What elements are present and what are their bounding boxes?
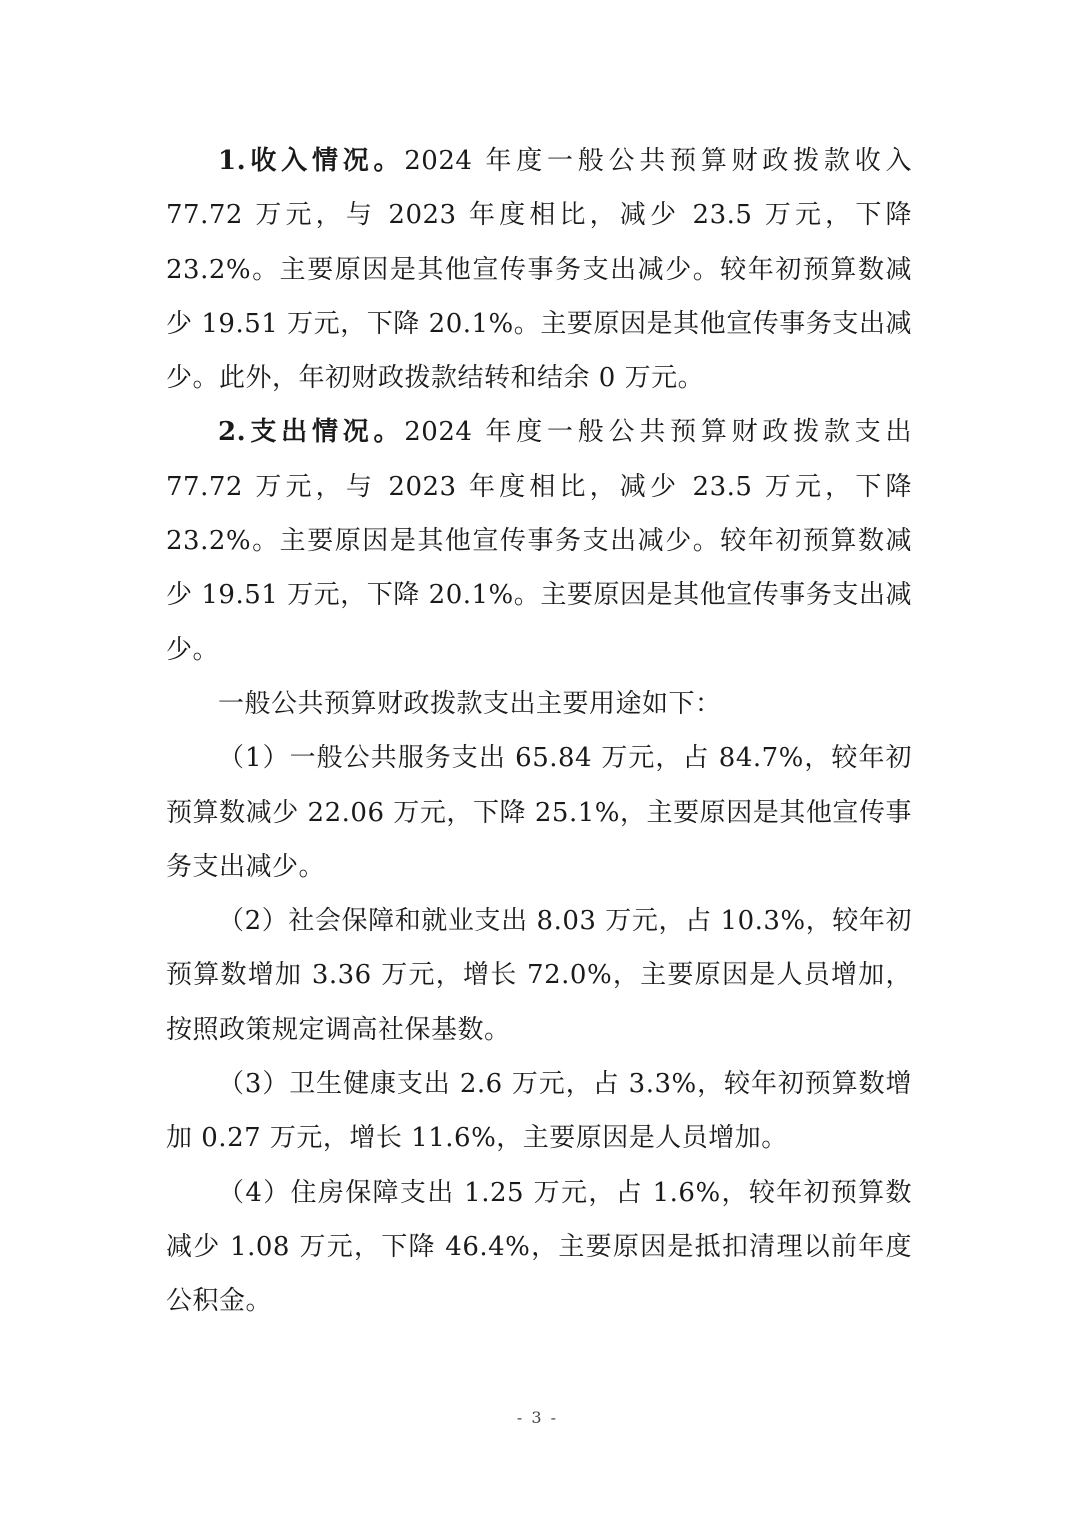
paragraph-item-3-text: （3）卫生健康支出 2.6 万元，占 3.3%，较年初预算数增加 0.27 万元，增长 11.6%，主要原因是人员增加。 (166, 1069, 912, 1154)
paragraph-item-2-text: （2）社会保障和就业支出 8.03 万元，占 10.3%，较年初预算数增加 3.36 万元，增长 72.0%，主要原因是人员增加，按照政策规定调高社保基数。 (166, 906, 912, 1045)
paragraph-income-text: 2024 年度一般公共预算财政拨款收入 77.72 万元，与 2023 年度相比，减少 23.5 万元，下降 23.2%。主要原因是其他宣传事务支出减少。较年初预算数减少 19.51 万元，下降 20.1%。主要原因是其他宣传事务支出减少。此外，年初财政拨款结转和结余 0 万元。 (166, 146, 912, 394)
paragraph-expenditure (166, 405, 912, 676)
paragraph-item-2 (166, 894, 912, 1057)
heading-income: 1.收入情况。 (218, 146, 405, 176)
paragraph-expenditure-text: 2024 年度一般公共预算财政拨款支出 77.72 万元，与 2023 年度相比，减少 23.5 万元，下降 23.2%。主要原因是其他宣传事务支出减少。较年初预算数减少 19.51 万元，下降 20.1%。主要原因是其他宣传事务支出减少。 (166, 417, 912, 665)
paragraph-item-4 (166, 1166, 912, 1329)
paragraph-item-3 (166, 1057, 912, 1166)
paragraph-item-4-text: （4）住房保障支出 1.25 万元，占 1.6%，较年初预算数减少 1.08 万元，下降 46.4%，主要原因是抵扣清理以前年度公积金。 (166, 1177, 912, 1317)
heading-expenditure: 2.支出情况。 (218, 417, 405, 448)
paragraph-usage-intro-text: 一般公共预算财政拨款支出主要用途如下： (218, 688, 722, 719)
paragraph-income (166, 134, 912, 405)
paragraph-item-1 (166, 731, 912, 894)
body-text (166, 134, 912, 1329)
paragraph-item-1-text: （1）一般公共服务支出 65.84 万元，占 84.7%，较年初预算数减少 22.06 万元，下降 25.1%，主要原因是其他宣传事务支出减少。 (166, 743, 912, 882)
page-number: - 3 - (516, 1408, 559, 1427)
paragraph-usage-intro (166, 677, 912, 731)
